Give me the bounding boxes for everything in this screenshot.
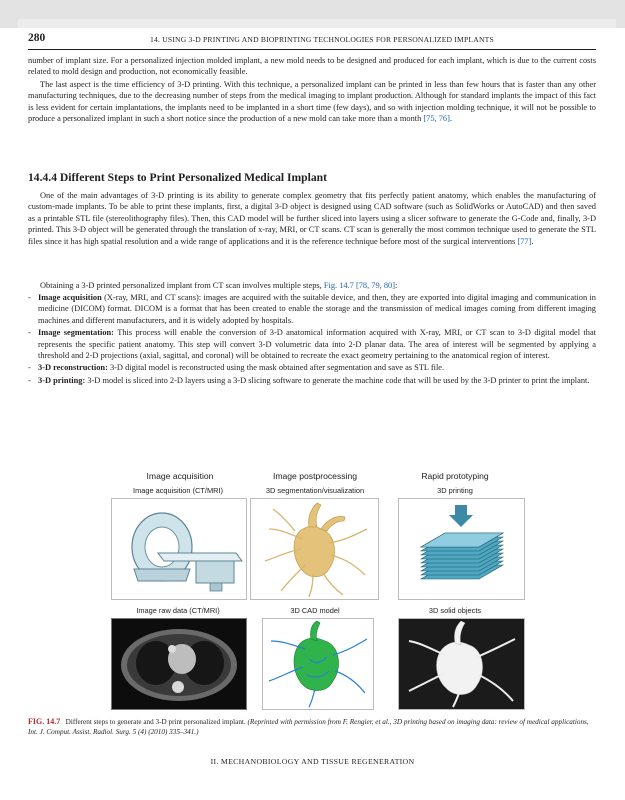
list-item — [28, 292, 596, 326]
column-header-prototyping: Rapid prototyping — [421, 471, 489, 481]
running-head: 14. USING 3-D PRINTING AND BIOPRINTING TECHNOLOGIES FOR PERSONALIZED IMPLANTS — [150, 35, 494, 44]
list-item-term: Image segmentation: — [38, 328, 114, 338]
paragraph-2: The last aspect is the time efficiency of 3-D printing. With this technique, a personalized implant can be printed in less than few hours that is faster than any other manufacturing techniques, due to the decreasing number of steps from the medical imaging to implant production. Although for standard implants the impact of this fact is less evident for certain implantations, the implants need to be implanted in a short time (few days), and so with injection molding technique, it will not be possible to produce a personalized implant in such a short notice since the production of a new mold can take more than a month [75, 76]. — [28, 80, 596, 124]
list-item-text: (X-ray, MRI, and CT scans): images are acquired with the suitable device, and then, they are exported into digital imaging and communication in medicine (DICOM) format. DICOM is a format that has been created to enable the storage and the transmission of medical images coming from different imaging machines and different manufacturers, and it is widely adopted by hospitals. — [38, 293, 596, 325]
figure-number: FIG. 14.7 — [28, 717, 61, 726]
citation-link[interactable]: [75, 76] — [423, 114, 450, 124]
list-item-term: 3-D printing: — [38, 375, 86, 385]
label-image-raw-data: Image raw data (CT/MRI) — [136, 606, 220, 615]
ct-scanner-icon — [112, 499, 246, 599]
heart-vessel-render — [251, 499, 378, 599]
list-item-term: Image acquisition — [38, 293, 102, 302]
paragraph-4-text: Obtaining a 3-D printed personalized implant from CT scan involves multiple steps, — [40, 281, 322, 290]
printing-stack-image — [398, 498, 525, 600]
label-3d-solid-objects: 3D solid objects — [428, 606, 482, 615]
cad-model-image — [262, 618, 374, 710]
label-image-acquisition-ct-mri: Image acquisition (CT/MRI) — [133, 486, 223, 495]
caption-text: Different steps to generate and 3-D print personalized implant. — [65, 718, 246, 726]
paragraph-4-end: : — [395, 281, 398, 290]
ct-scanner-image — [111, 498, 247, 600]
layer-stack-icon — [399, 499, 524, 599]
list-item-text: 3-D model is sliced into 2-D layers using a 3-D slicing software to generate the machine code that will be used by the 3-D printer to print the implant. — [85, 375, 590, 385]
list-item-text: This process will enable the conversion of 3-D anatomical information acquired with X-ray, MRI, or CT scan to 3-D digital model that represents the specific patient anatomy. This step will convert 3-D volumetric data into 2-D planar data. The area of interest will be segmented by applying a threshold and 2-D projections (axial, sagittal, and coronal) will be obtained to recreate the exact geometry pertaining to the anatomical region of interest. — [38, 328, 596, 361]
label-3d-cad-model: 3D CAD model — [290, 606, 340, 615]
list-item — [28, 375, 596, 386]
printed-model-photo — [399, 619, 524, 709]
figure-caption — [28, 717, 596, 737]
paragraph-4 — [28, 280, 596, 291]
ct-raw-image — [111, 618, 247, 710]
list-item — [28, 362, 596, 373]
section-heading: 14.4.4 Different Steps to Print Personalized Medical Implant — [28, 171, 327, 184]
list-item — [28, 327, 596, 361]
paragraph-2-text: The last aspect is the time efficiency of 3-D printing. With this technique, a personalized implant can be printed in less than few hours that is faster than any other manufacturing techniques, due to the decreasing number of steps from the medical imaging to implant production. Although for standard implants the impact of this fact is less evident for certain implantations, the implants need to be implanted in a short time (few days), and so with injection molding technique, it will not be possible to produce a personalized implant in such a short notice since the production of a new mold can take more than a month — [28, 80, 596, 124]
paragraph-3: One of the main advantages of 3-D printing is its ability to generate complex geometry that fits perfectly patient anatomy, which enables the manufacturing of custom-made implants. To be able to print these implants, first, a digital 3-D object is designed using CAD software (such as SolidWorks or AutoCAD) and then saved as a printable STL file (stereolithography files). Then, this CAD model will be further sliced into layers using a slicer software to generate the G-Code and, finally, 3-D printed. This 3-D object will be generated through the translation of x-ray, MRI, or CT scans. CT scan is generally the most common technique used to generate the STL files since it has high spatial resolution and a wide range of applications and it is the reference technique before most of the surgical interventions [77]. — [28, 191, 596, 246]
ct-slice-image — [112, 619, 246, 709]
column-header-postprocessing: Image postprocessing — [272, 471, 358, 481]
column-header-acquisition: Image acquisition — [146, 471, 214, 481]
caption-source: (Reprinted with permission from F. Rengier, et al., 3D printing based on imaging data: review of medical applications, Int. J. Comput. Assist. Radiol. Surg. 5 (4) (2010) 335–341.) — [28, 718, 589, 736]
header-rule — [28, 49, 596, 50]
citation-link[interactable]: [77] — [517, 236, 532, 246]
label-3d-segmentation: 3D segmentation/visualization — [265, 486, 365, 495]
list-item-text: 3-D digital model is reconstructed using the mask obtained after segmentation and save as STL file. — [107, 363, 445, 373]
solid-object-image — [398, 618, 525, 710]
segmentation-render — [250, 498, 379, 600]
header-band-inner — [18, 19, 616, 28]
paragraph-3-text: One of the main advantages of 3-D printing is its ability to generate complex geometry that fits perfectly patient anatomy, which enables the manufacturing of custom-made implants. To be able to print these implants, first, a digital 3-D object is designed using CAD software (such as SolidWorks or AutoCAD) and then saved as a printable STL file (stereolithography files). Then, this CAD model will be further sliced into layers using a slicer software to generate the G-Code and, finally, 3-D printed. This 3-D object will be generated through the translation of x-ray, MRI, or CT scans. CT scan is generally the most common technique used to generate the STL files since it has high spatial resolution and a wide range of applications and it is the reference technique before most of the surgical interventions — [28, 191, 596, 246]
paragraph-1: number of implant size. For a personalized injection molded implant, a new mold needs to be designed and produced for each implant, which is due to the current costs related to mold design and production, not economically feasible. — [28, 56, 596, 77]
label-3d-printing: 3D printing — [437, 486, 473, 495]
page-footer: II. MECHANOBIOLOGY AND TISSUE REGENERATION — [210, 757, 415, 766]
cad-model-render — [263, 619, 373, 709]
steps-list — [28, 292, 596, 387]
figure-link[interactable]: Fig. 14.7 [78, 79, 80] — [323, 281, 396, 290]
page-number: 280 — [28, 32, 46, 44]
list-item-term: 3-D reconstruction: — [38, 363, 108, 373]
